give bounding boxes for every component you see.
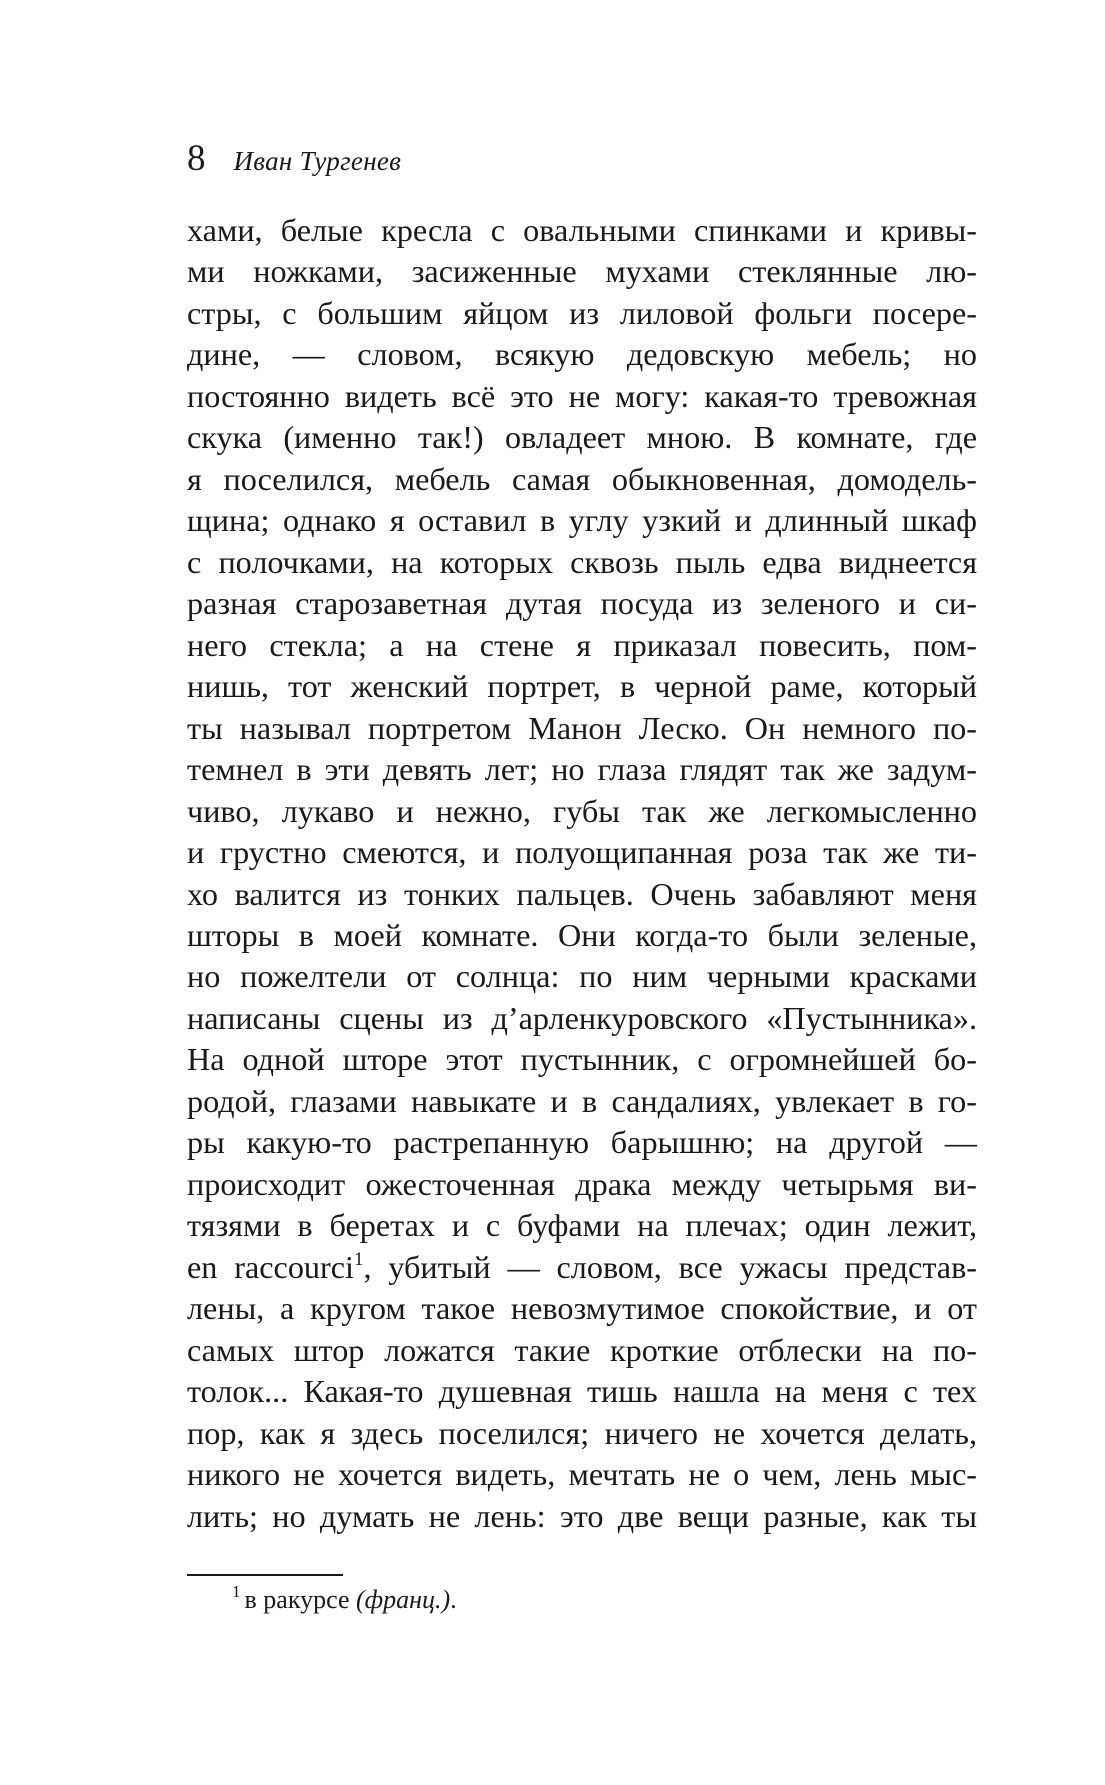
- text-line: хо валится из тонких пальцев. Очень забавляют меня: [187, 875, 977, 912]
- text-line: и грустно смеются, и полуощипанная роза так же ти-: [187, 834, 977, 871]
- text-line: пор, как я здесь поселился; ничего не хочется делать,: [187, 1414, 977, 1451]
- text-line: написаны сцены из д’арленкуровского «Пустынника».: [187, 999, 977, 1036]
- text-line: дине, — словом, всякую дедовскую мебель; но: [187, 336, 977, 373]
- text-line: чиво, лукаво и нежно, губы так же легкомысленно: [187, 792, 977, 829]
- text-line: щина; однако я оставил в углу узкий и длинный шкаф: [187, 502, 977, 539]
- footnote-reference[interactable]: 1: [353, 1248, 364, 1270]
- running-head-author: Иван Тургенев: [233, 146, 402, 176]
- footnote: [232, 1583, 457, 1617]
- text-line: нишь, тот женский портрет, в черной раме, который: [187, 668, 977, 705]
- text-line: родой, глазами навыкате и в сандалиях, увлекает в го-: [187, 1082, 977, 1119]
- page-number: 8: [187, 138, 206, 179]
- footnote-period: .: [450, 1585, 457, 1614]
- text-fragment: en raccourci: [187, 1248, 354, 1285]
- text-line: скука (именно так!) овладеет мною. В комнате, где: [187, 419, 977, 456]
- text-fragment: , убитый — словом, все ужасы представ-: [363, 1248, 978, 1285]
- text-line: постоянно видеть всё это не могу: какая-то тревожная: [187, 377, 977, 414]
- body-text: [187, 210, 977, 1537]
- footnote-separator: [187, 1574, 343, 1576]
- text-line: него стекла; а на стене я приказал повесить, пом-: [187, 626, 977, 663]
- footnote-language-note: (франц.): [355, 1585, 451, 1614]
- text-line: с полочками, на которых сквозь пыль едва виднеется: [187, 543, 977, 580]
- text-line: ры какую-то растрепанную барышню; на другой —: [187, 1124, 977, 1161]
- text-line: стры, с большим яйцом из лиловой фольги посере-: [187, 294, 977, 331]
- text-line: хами, белые кресла с овальными спинками и кривы-: [187, 212, 977, 248]
- text-line: тязями в беретах и с буфами на плечах; один лежит,: [187, 1207, 977, 1244]
- text-line: разная старозаветная дутая посуда из зеленого и си-: [187, 585, 977, 622]
- text-line: ты называл портретом Манон Леско. Он немного по-: [187, 709, 977, 746]
- text-line: лить; но думать не лень: это две вещи разные, как ты: [187, 1497, 977, 1534]
- text-line: ми ножками, засиженные мухами стеклянные лю-: [187, 253, 977, 290]
- text-line: никого не хочется видеть, мечтать не о чем, лень мыс-: [187, 1456, 977, 1493]
- text-line: темнел в эти девять лет; но глаза глядят так же задум-: [187, 751, 977, 788]
- footnote-number: 1: [232, 1582, 241, 1601]
- text-line: но пожелтели от солнца: по ним черными красками: [187, 958, 977, 995]
- text-line: происходит ожесточенная драка между четырьмя ви-: [187, 1165, 977, 1202]
- text-line: толок... Какая-то душевная тишь нашла на меня с тех: [187, 1373, 977, 1410]
- text-line: я поселился, мебель самая обыкновенная, домодель-: [187, 460, 977, 497]
- text-line: шторы в моей комнате. Они когда-то были зеленые,: [187, 916, 977, 953]
- footnote-text: в ракурсе: [244, 1585, 350, 1614]
- text-line: самых штор ложатся такие кроткие отблески на по-: [187, 1331, 977, 1368]
- text-line: лены, а кругом такое невозмутимое спокойствие, и от: [187, 1290, 977, 1327]
- text-line: На одной шторе этот пустынник, с огромнейшей бо-: [187, 1041, 977, 1078]
- text-line-with-footnote-ref: [187, 1247, 977, 1288]
- running-head: [187, 137, 401, 181]
